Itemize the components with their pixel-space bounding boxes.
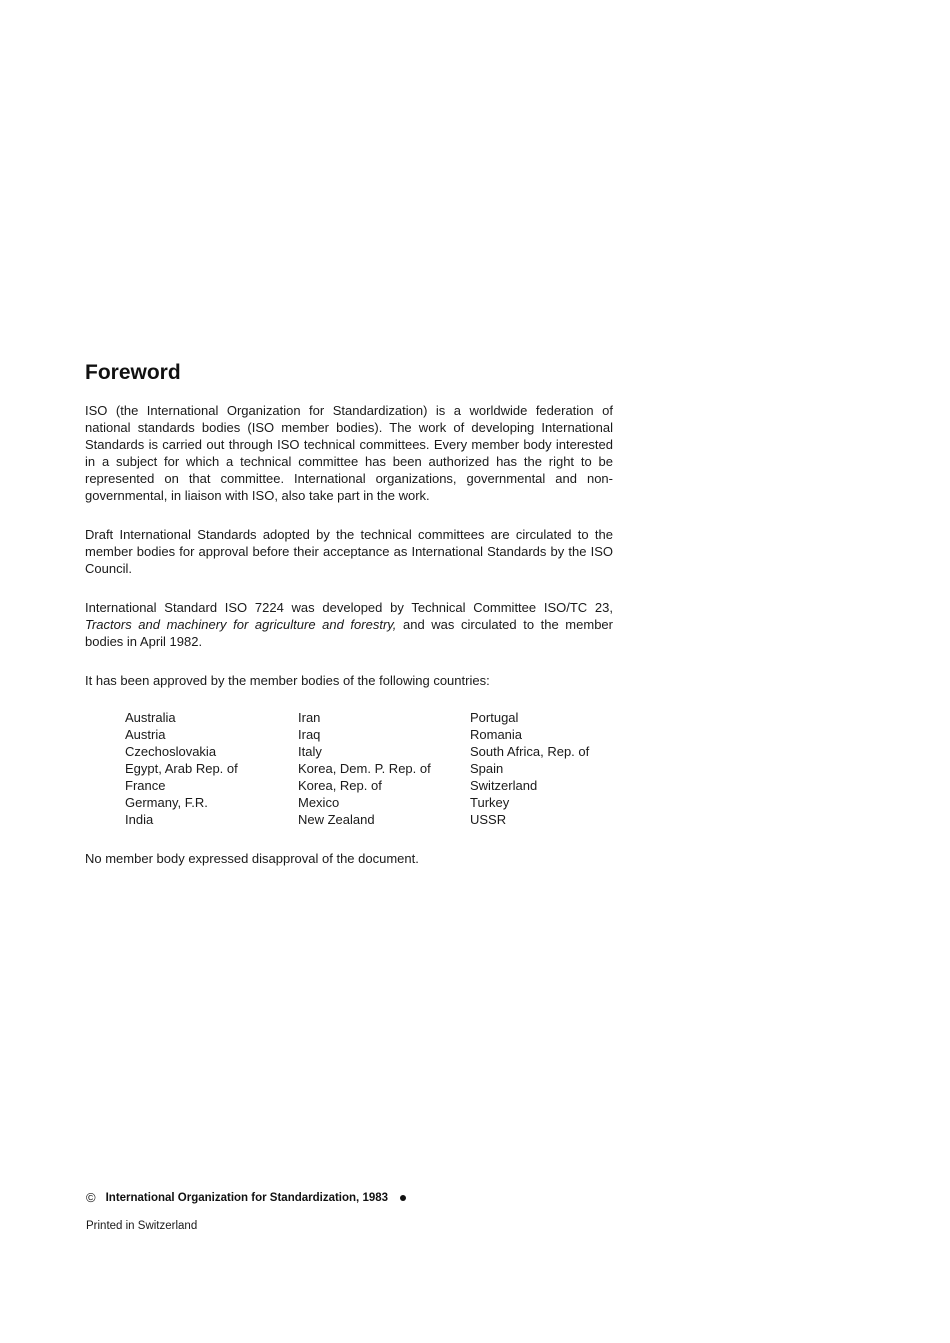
country-item: Turkey xyxy=(470,795,510,810)
country-item: Switzerland xyxy=(470,778,538,793)
country-item: Korea, Rep. of xyxy=(298,778,382,793)
country-item: New Zealand xyxy=(298,812,375,827)
country-item: Portugal xyxy=(470,710,519,725)
copyright-line xyxy=(86,1190,586,1206)
country-item: India xyxy=(125,812,154,827)
country-item: Mexico xyxy=(298,795,340,810)
country-item: Iran xyxy=(298,710,321,725)
country-item: Germany, F.R. xyxy=(125,795,208,810)
country-item: Romania xyxy=(470,727,523,742)
paragraph-standard-development xyxy=(85,599,613,650)
paragraph-draft-standards: Draft International Standards adopted by the technical committees are circulated to the member bodies for approval before their acceptance as International Standards by the ISO Council. xyxy=(85,527,613,576)
country-item: Austria xyxy=(125,727,166,742)
country-column-1 xyxy=(125,709,298,828)
country-item: Czechoslovakia xyxy=(125,744,217,759)
country-item: France xyxy=(125,778,166,793)
page-title: Foreword xyxy=(85,361,181,384)
paragraph-approval-intro: It has been approved by the member bodies of the following countries: xyxy=(85,673,490,688)
page-footer xyxy=(86,1190,586,1234)
country-item: Egypt, Arab Rep. of xyxy=(125,761,238,776)
country-item: Korea, Dem. P. Rep. of xyxy=(298,761,431,776)
copyright-text: International Organization for Standardization, 1983 xyxy=(105,1192,389,1204)
committee-title: Tractors and machinery for agriculture and forestry, xyxy=(85,617,397,632)
foreword-section xyxy=(85,358,613,889)
country-item: South Africa, Rep. of xyxy=(470,744,590,759)
paragraph-standard-text-end: and was circulated to the member bodies in April 1982. xyxy=(85,617,613,649)
country-item: Iraq xyxy=(298,727,321,742)
copyright-icon: © xyxy=(86,1190,96,1205)
country-column-2 xyxy=(298,709,470,828)
country-column-3 xyxy=(470,709,630,828)
printed-in-text: Printed in Switzerland xyxy=(86,1220,198,1232)
country-item: Italy xyxy=(298,744,322,759)
country-list xyxy=(125,709,613,828)
country-item: Australia xyxy=(125,710,176,725)
paragraph-iso-intro: ISO (the International Organization for Standardization) is a worldwide federation of national standards bodies (ISO member bodies). The work of developing International Standards is carried out through ISO technical committees. Every member body interested in a subject for which a technical committee has been authorized has the right to be represented on that committee. International organizations, governmental and non-governmental, in liaison with ISO, also take part in the work. xyxy=(85,403,613,503)
country-item: USSR xyxy=(470,812,507,827)
bullet-dot-icon xyxy=(400,1195,406,1201)
paragraph-no-disapproval: No member body expressed disapproval of the document. xyxy=(85,851,419,866)
paragraph-standard-text-start: International Standard ISO 7224 was developed by Technical Committee ISO/TC 23, xyxy=(85,600,613,615)
country-item: Spain xyxy=(470,761,504,776)
